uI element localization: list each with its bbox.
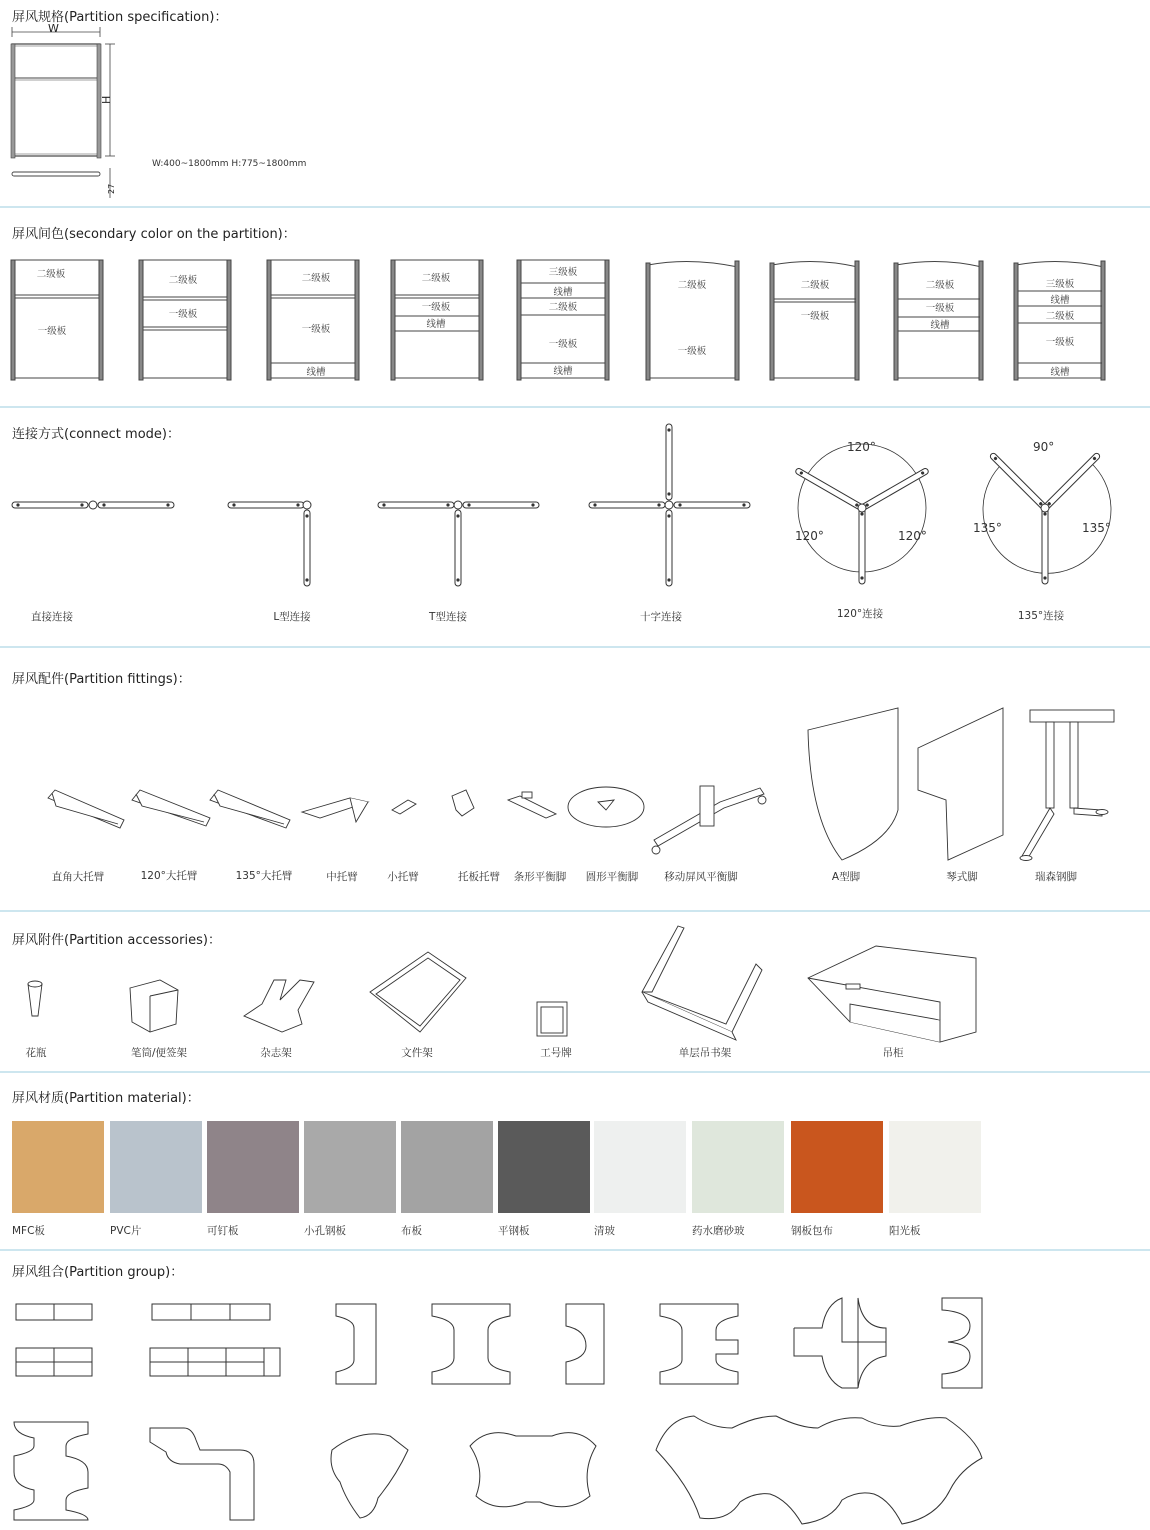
accessory-cap-2: 笔筒/便签架 [130,1047,188,1059]
fitting-cap-4: 中托臂 [326,871,358,883]
material-swatch [791,1121,883,1213]
divider-3 [0,646,1150,648]
fitting-cap-10: A型脚 [831,871,861,883]
label-slot: 线槽 [930,320,950,331]
divider-2 [0,406,1150,408]
material-title: 屏风材质(Partition material)： [12,1091,200,1106]
label-first: 一级板 [548,339,578,350]
fitting-cap-3: 135°大托臂 [235,870,293,882]
connect-title: 连接方式(connect mode)： [12,427,180,442]
material-label: 药水磨砂玻 [692,1225,745,1237]
material-swatch [594,1121,686,1213]
connect-straight [12,501,174,509]
material-swatch [498,1121,590,1213]
material-swatch [207,1121,299,1213]
connect-cap-4: 十字连接 [640,611,682,623]
connect-cap-3: T型连接 [429,611,467,623]
connect-135 [983,452,1111,584]
connect-diagrams [0,420,1150,600]
material-label: 清玻 [594,1225,615,1237]
material-label: 平钢板 [498,1225,530,1237]
label-slot: 线槽 [553,366,573,377]
thickness-label: 27 [107,183,116,194]
angle-90: 90° [1033,440,1055,454]
material-swatch [12,1121,104,1213]
connect-cross [589,424,750,586]
group-layouts [0,1290,1150,1530]
label-slot: 线槽 [553,287,573,298]
label-first: 一级板 [301,324,331,335]
group-title: 屏风组合(Partition group)： [12,1265,184,1280]
connect-cap-2: L型连接 [273,611,311,623]
material-swatch [304,1121,396,1213]
label-second: 二级板 [421,273,451,284]
label-first: 一级板 [1045,337,1075,348]
w-label: W [48,22,59,35]
label-third: 三级板 [1045,279,1075,290]
accessory-cap-1: 花瓶 [25,1047,47,1059]
fitting-cap-8: 圆形平衡脚 [585,871,639,883]
material-label: 阳光板 [889,1225,921,1237]
fitting-cap-7: 条形平衡脚 [513,871,567,883]
spec-diagram [0,18,330,204]
label-second: 二级板 [301,273,331,284]
fitting-cap-1: 直角大托臂 [51,871,105,883]
accessory-cap-6: 单层吊书架 [678,1047,732,1059]
spec-title: 屏风规格(Partition specification)： [12,10,228,25]
accessory-cap-7: 吊柜 [882,1047,904,1059]
angle-135-right: 135° [1082,521,1111,535]
fitting-cap-12: 瑞森钢脚 [1035,871,1077,883]
label-third: 三级板 [548,267,578,278]
material-label: PVC片 [110,1225,142,1237]
label-second: 二级板 [548,302,578,313]
accessory-cap-4: 文件架 [401,1047,433,1059]
material-label: 小孔钢板 [304,1225,346,1237]
connect-cap-1: 直接连接 [31,611,73,623]
fitting-cap-11: 琴式脚 [946,871,978,883]
label-slot: 线槽 [426,319,446,330]
label-first: 一级板 [677,346,707,357]
material-label: 布板 [401,1225,422,1237]
label-second: 二级板 [800,280,830,291]
material-swatch [110,1121,202,1213]
fittings-drawings [0,690,1150,865]
angle-135-left: 135° [973,521,1002,535]
connect-cap-5: 120°连接 [836,608,884,620]
angle-120-right: 120° [898,529,927,543]
connect-l [228,501,311,586]
fitting-cap-2: 120°大托臂 [140,870,198,882]
label-second: 二级板 [925,280,955,291]
fitting-cap-6: 托板托臂 [458,871,500,883]
connect-120 [795,444,930,584]
fittings-title: 屏风配件(Partition fittings)： [12,672,191,687]
label-second: 二级板 [36,269,66,280]
fitting-cap-5: 小托臂 [387,871,419,883]
divider-4 [0,910,1150,912]
label-first: 一级板 [925,303,955,314]
material-label: 钢板包布 [791,1225,833,1237]
accessory-cap-5: 工号牌 [540,1047,572,1059]
connect-t [378,501,539,586]
label-first: 一级板 [168,309,198,320]
divider-6 [0,1249,1150,1251]
connect-cap-6: 135°连接 [1017,610,1065,622]
accessories-drawings [0,920,1150,1045]
angle-120-left: 120° [795,529,824,543]
accessories-title: 屏风附件(Partition accessories)： [12,933,221,948]
angle-120-top: 120° [847,440,876,454]
label-second: 二级板 [168,275,198,286]
label-first: 一级板 [421,302,451,313]
material-label: 可钉板 [207,1225,239,1237]
fitting-cap-9: 移动屏风平衡脚 [664,871,738,883]
divider-5 [0,1071,1150,1073]
label-slot: 线槽 [1050,367,1070,378]
label-first: 一级板 [800,311,830,322]
material-swatch [889,1121,981,1213]
material-label: MFC板 [12,1225,45,1237]
label-first: 一级板 [37,326,67,337]
material-swatch [401,1121,493,1213]
secondary-panels [0,255,1150,385]
label-slot: 线槽 [1050,295,1070,306]
dims-text: W:400~1800mm H:775~1800mm [152,159,307,169]
label-second: 二级板 [677,280,707,291]
accessory-cap-3: 杂志架 [260,1047,292,1059]
label-second: 二级板 [1045,311,1075,322]
secondary-title: 屏风间色(secondary color on the partition)： [12,227,296,242]
material-swatch [692,1121,784,1213]
h-label: H [100,95,113,104]
label-slot: 线槽 [306,367,326,378]
divider-1 [0,206,1150,208]
